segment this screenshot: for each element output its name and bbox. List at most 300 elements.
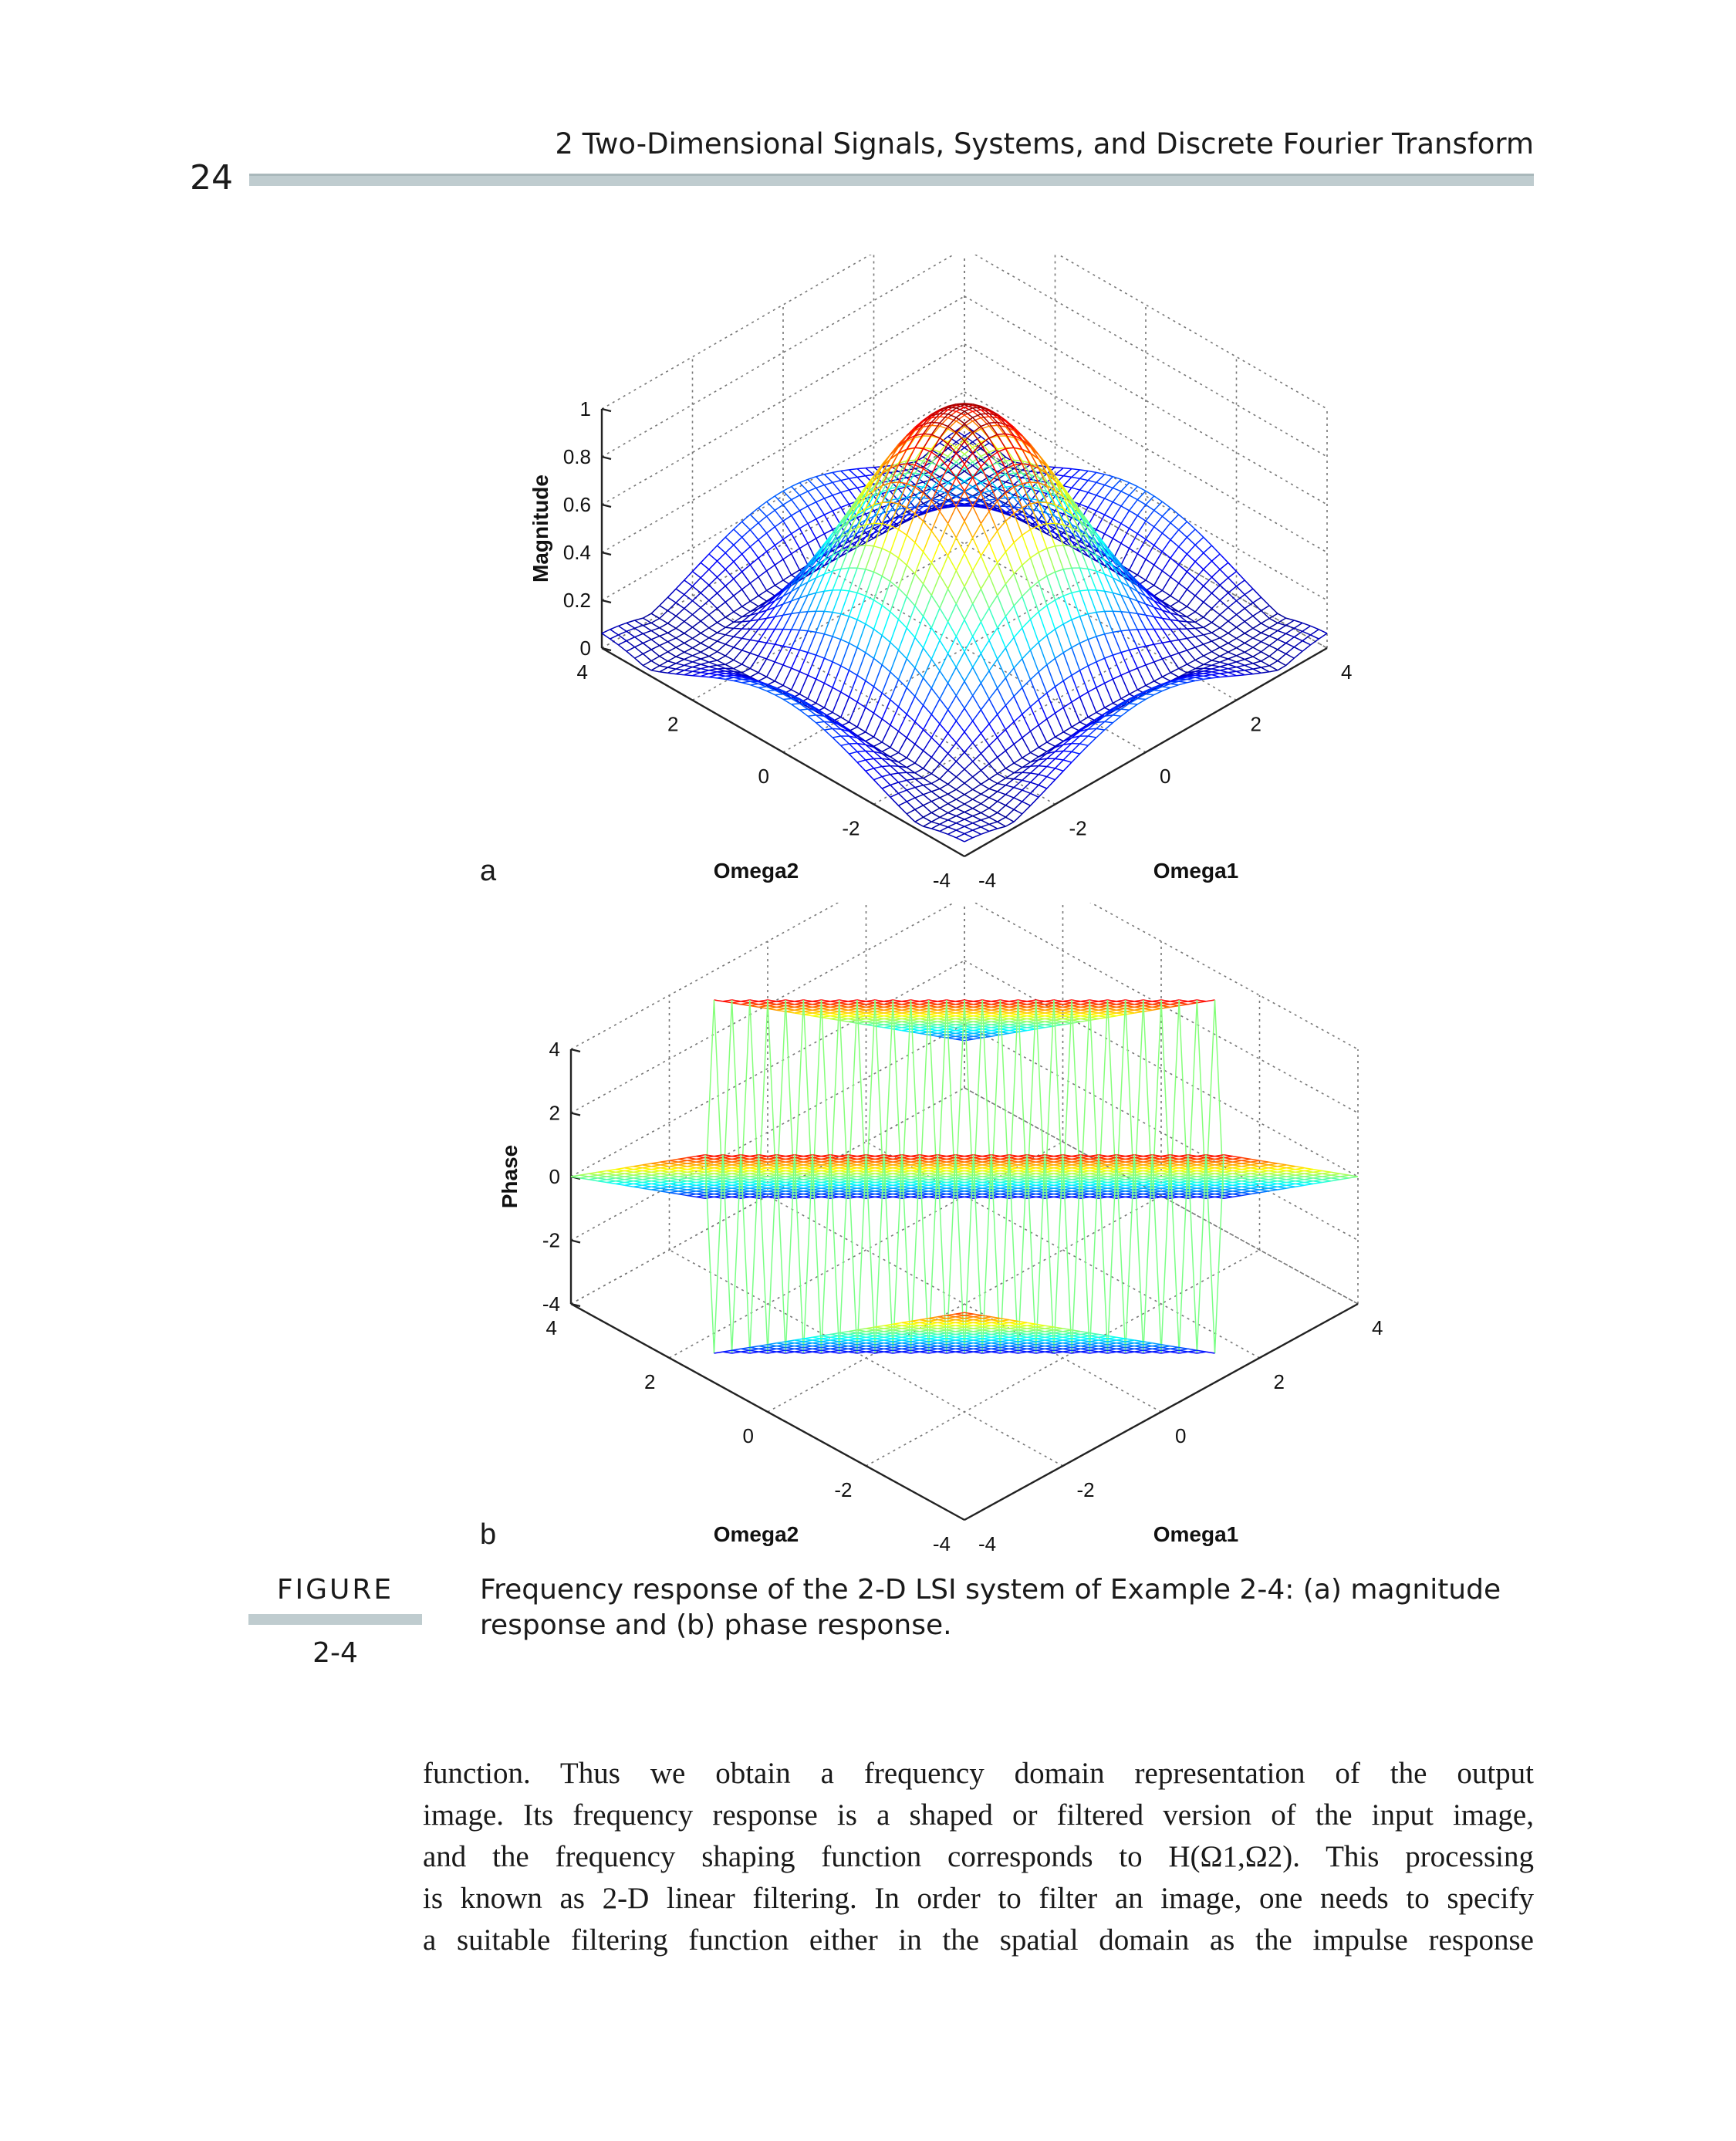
surface-segment	[734, 579, 742, 589]
surface-segment	[924, 678, 932, 688]
surface-segment	[931, 596, 940, 609]
surface-segment	[907, 659, 915, 668]
surface-segment	[1047, 600, 1055, 606]
surface-segment	[1187, 522, 1195, 529]
z-tick	[602, 409, 611, 411]
surface-segment	[1154, 533, 1163, 545]
surface-segment	[1187, 628, 1195, 629]
surface-segment	[924, 795, 932, 802]
surface-segment	[1195, 679, 1204, 680]
surface-segment	[1121, 650, 1130, 653]
surface-segment	[1072, 754, 1080, 762]
surface-segment	[882, 672, 890, 693]
surface-segment	[1245, 643, 1253, 648]
surface-segment	[1096, 485, 1105, 495]
surface-segment	[1072, 702, 1080, 722]
surface-segment	[1170, 540, 1179, 547]
surface-segment	[792, 690, 800, 694]
surface-segment	[956, 838, 964, 842]
surface-segment	[998, 822, 1006, 826]
surface-segment	[1195, 644, 1204, 647]
surface-segment	[1204, 633, 1212, 635]
surface-segment	[1179, 565, 1187, 572]
surface-segment	[693, 643, 701, 648]
surface-segment	[1130, 511, 1138, 515]
surface-segment	[915, 606, 924, 616]
surface-segment	[940, 671, 948, 684]
surface-segment	[940, 824, 948, 827]
surface-segment	[989, 745, 998, 757]
omega1-tick-label: 0	[1160, 765, 1171, 788]
surface-segment	[849, 477, 858, 478]
surface-segment	[1096, 637, 1105, 658]
surface-segment	[792, 483, 800, 487]
surface-segment	[725, 537, 734, 545]
surface-segment	[890, 643, 899, 650]
surface-segment	[915, 722, 924, 730]
surface-segment	[758, 523, 767, 533]
surface-segment	[998, 552, 1006, 562]
surface-segment	[742, 515, 751, 522]
surface-segment	[907, 596, 915, 606]
surface-segment	[1014, 758, 1022, 763]
surface-segment	[956, 696, 964, 708]
surface-segment	[718, 577, 726, 586]
surface-segment	[973, 834, 981, 838]
surface-segment	[956, 823, 964, 826]
surface-segment	[1031, 748, 1039, 753]
surface-segment	[1055, 523, 1064, 525]
surface-segment	[1113, 631, 1121, 633]
surface-segment	[849, 593, 858, 616]
surface-segment	[767, 643, 775, 644]
surface-segment	[1031, 672, 1039, 680]
surface-segment	[693, 652, 701, 656]
surface-segment	[875, 1000, 884, 1001]
surface-segment	[998, 778, 1006, 784]
surface-segment	[833, 471, 841, 472]
surface-segment	[907, 814, 915, 822]
surface-segment	[866, 572, 874, 596]
surface-segment	[907, 788, 915, 791]
surface-segment	[1245, 652, 1253, 657]
surface-segment	[1027, 1000, 1036, 1001]
surface-segment	[693, 562, 701, 571]
surface-segment	[668, 638, 677, 642]
surface-segment	[1195, 545, 1204, 552]
surface-segment	[635, 653, 643, 658]
surface-segment	[989, 822, 998, 824]
surface-segment	[899, 529, 907, 535]
surface-segment	[907, 798, 915, 802]
surface-segment	[981, 512, 989, 524]
surface-segment	[1269, 646, 1278, 650]
surface-segment	[940, 813, 948, 818]
surface-segment	[866, 732, 874, 738]
surface-segment	[1039, 549, 1047, 552]
surface-segment	[816, 485, 825, 488]
surface-segment	[808, 715, 816, 716]
surface-segment	[1137, 534, 1146, 539]
surface-segment	[808, 593, 816, 611]
surface-segment	[676, 616, 684, 621]
surface-segment	[792, 511, 800, 515]
surface-segment	[907, 780, 915, 787]
surface-segment	[948, 604, 957, 622]
surface-segment	[718, 641, 726, 644]
surface-segment	[1137, 505, 1146, 515]
surface-segment	[1195, 602, 1204, 612]
surface-segment	[998, 751, 1006, 758]
surface-segment	[940, 512, 948, 524]
surface-segment	[981, 417, 989, 418]
surface-segment	[1005, 809, 1014, 817]
surface-segment	[1080, 718, 1089, 722]
surface-segment	[1039, 777, 1047, 785]
surface-segment	[948, 813, 957, 816]
surface-segment	[1237, 609, 1245, 615]
surface-segment	[758, 577, 767, 591]
surface-segment	[857, 477, 866, 485]
surface-segment	[1269, 670, 1278, 672]
surface-segment	[1137, 699, 1146, 704]
surface-segment	[989, 640, 998, 659]
surface-segment	[890, 471, 899, 473]
surface-segment	[651, 670, 660, 672]
surface-segment	[824, 687, 833, 707]
surface-segment	[1113, 715, 1121, 716]
surface-segment	[915, 705, 924, 721]
surface-segment	[931, 817, 940, 822]
surface-segment	[734, 572, 742, 579]
surface-segment	[660, 623, 668, 628]
phase-surface-svg	[494, 903, 1420, 1558]
surface-segment	[816, 723, 825, 730]
surface-segment	[792, 515, 800, 528]
surface-segment	[890, 785, 899, 794]
surface-segment	[964, 816, 973, 819]
surface-segment	[1253, 589, 1261, 597]
surface-segment	[989, 596, 998, 609]
surface-segment	[956, 809, 964, 812]
surface-segment	[1179, 537, 1187, 546]
surface-segment	[1137, 575, 1146, 580]
surface-segment	[1269, 657, 1278, 661]
surface-segment	[874, 576, 883, 600]
surface-segment	[693, 572, 701, 578]
surface-segment	[1022, 680, 1031, 688]
surface-segment	[915, 788, 924, 795]
surface-segment	[808, 655, 816, 675]
omega2-tick-label: -2	[842, 816, 860, 840]
surface-segment	[1212, 628, 1221, 633]
surface-segment	[915, 506, 924, 507]
surface-segment	[899, 772, 907, 773]
surface-segment	[775, 580, 783, 586]
surface-segment	[882, 665, 890, 672]
surface-segment	[907, 772, 915, 778]
surface-segment	[998, 758, 1006, 769]
surface-segment	[783, 554, 792, 559]
surface-segment	[1278, 643, 1286, 650]
surface-segment	[660, 657, 668, 661]
surface-segment	[1130, 690, 1138, 694]
surface-segment	[799, 495, 808, 506]
surface-segment	[1072, 478, 1080, 488]
surface-segment	[1179, 583, 1187, 589]
surface-segment	[929, 1000, 938, 1001]
surface-segment	[668, 669, 677, 673]
surface-segment	[1047, 758, 1055, 766]
surface-segment	[998, 584, 1006, 596]
surface-segment	[991, 1000, 1001, 1001]
surface-segment	[816, 488, 825, 498]
surface-segment	[1080, 670, 1089, 692]
surface-segment	[1014, 763, 1022, 768]
surface-segment	[775, 695, 783, 700]
running-head: 2 Two-Dimensional Signals, Systems, and Discrete Fourier Transform	[555, 127, 1534, 160]
surface-segment	[998, 648, 1006, 660]
surface-segment	[924, 738, 932, 751]
surface-segment	[1113, 716, 1121, 723]
surface-segment	[841, 568, 849, 590]
surface-segment	[701, 607, 709, 614]
surface-segment	[890, 773, 899, 775]
surface-segment	[940, 794, 948, 798]
surface-segment	[1005, 637, 1014, 648]
surface-segment	[701, 615, 709, 621]
surface-segment	[1170, 668, 1179, 672]
surface-segment	[627, 637, 635, 641]
surface-segment	[964, 571, 973, 587]
surface-segment	[824, 730, 833, 738]
surface-segment	[1261, 672, 1270, 674]
surface-segment	[964, 823, 973, 826]
surface-segment	[1031, 725, 1039, 731]
surface-segment	[1072, 697, 1080, 702]
surface-segment	[1228, 621, 1237, 627]
surface-segment	[1039, 612, 1047, 635]
surface-segment	[924, 596, 932, 616]
surface-segment	[899, 790, 907, 793]
surface-segment	[956, 804, 964, 809]
surface-segment	[931, 829, 940, 831]
surface-segment	[676, 638, 684, 643]
surface-segment	[668, 589, 677, 597]
surface-segment	[799, 631, 808, 650]
surface-segment	[874, 665, 883, 687]
surface-segment	[684, 660, 693, 662]
surface-segment	[725, 627, 734, 628]
surface-segment	[651, 630, 660, 636]
surface-segment	[964, 809, 973, 812]
surface-segment	[1170, 530, 1179, 540]
surface-segment	[964, 752, 973, 762]
surface-segment	[792, 704, 800, 710]
surface-segment	[940, 575, 948, 589]
surface-segment	[1204, 593, 1212, 603]
surface-segment	[1212, 638, 1221, 641]
surface-segment	[924, 688, 932, 705]
surface-segment	[989, 789, 998, 792]
surface-segment	[1154, 571, 1163, 586]
surface-segment	[899, 773, 907, 780]
surface-segment	[833, 666, 841, 687]
surface-segment	[964, 834, 973, 838]
surface-segment	[890, 482, 899, 483]
surface-segment	[1154, 510, 1163, 516]
surface-segment	[981, 608, 989, 622]
surface-segment	[940, 542, 948, 556]
surface-segment	[792, 613, 800, 630]
surface-segment	[1170, 656, 1179, 668]
surface-segment	[775, 630, 783, 645]
surface-segment	[1294, 623, 1302, 628]
surface-segment	[866, 768, 874, 772]
surface-segment	[866, 545, 874, 546]
surface-segment	[940, 831, 948, 834]
surface-segment	[1096, 495, 1105, 498]
surface-segment	[1031, 552, 1039, 558]
surface-segment	[1204, 553, 1212, 562]
surface-segment	[651, 623, 660, 627]
surface-segment	[734, 638, 742, 647]
surface-segment	[1286, 620, 1295, 626]
surface-segment	[768, 1000, 777, 1001]
surface-segment	[948, 710, 957, 721]
surface-segment	[890, 766, 899, 773]
surface-segment	[1204, 586, 1212, 593]
surface-segment	[948, 637, 957, 653]
surface-segment	[1212, 662, 1221, 665]
surface-segment	[998, 792, 1006, 795]
surface-segment	[824, 511, 833, 515]
surface-segment	[874, 606, 883, 630]
surface-segment	[857, 702, 866, 707]
surface-segment	[915, 779, 924, 785]
surface-segment	[1195, 637, 1204, 644]
surface-segment	[956, 789, 964, 795]
surface-segment	[660, 666, 668, 667]
surface-segment	[824, 728, 833, 730]
surface-segment	[1014, 788, 1022, 791]
surface-segment	[981, 817, 989, 820]
surface-segment	[956, 506, 964, 521]
surface-segment	[824, 613, 833, 634]
surface-segment	[709, 641, 718, 647]
surface-segment	[808, 479, 816, 488]
surface-segment	[940, 820, 948, 825]
surface-segment	[989, 738, 998, 745]
surface-segment	[1253, 673, 1261, 674]
surface-segment	[808, 631, 816, 633]
surface-segment	[1170, 640, 1179, 641]
surface-segment	[1204, 635, 1212, 641]
surface-segment	[956, 553, 964, 570]
surface-segment	[1204, 569, 1212, 577]
surface-segment	[907, 722, 915, 738]
surface-segment	[1031, 471, 1039, 473]
surface-segment	[956, 732, 964, 743]
surface-segment	[956, 826, 964, 830]
surface-segment	[1237, 615, 1245, 622]
omega2-tick-label: -4	[932, 869, 951, 892]
surface-segment	[1105, 477, 1113, 485]
surface-segment	[783, 668, 792, 685]
surface-segment	[1005, 542, 1014, 552]
surface-segment	[693, 659, 701, 662]
surface-segment	[1105, 502, 1113, 515]
surface-segment	[1055, 758, 1064, 760]
surface-segment	[1237, 633, 1245, 639]
surface-segment	[981, 827, 989, 832]
surface-segment	[1278, 640, 1286, 643]
surface-segment	[1195, 562, 1204, 569]
surface-segment	[1080, 504, 1089, 507]
surface-segment	[1047, 742, 1055, 746]
surface-segment	[989, 659, 998, 670]
surface-segment	[684, 580, 693, 586]
surface-segment	[924, 562, 932, 584]
surface-segment	[824, 474, 833, 483]
surface-segment	[956, 652, 964, 667]
surface-segment	[907, 542, 915, 565]
surface-segment	[857, 476, 866, 478]
surface-segment	[718, 602, 726, 608]
surface-segment	[915, 486, 924, 487]
surface-segment	[808, 519, 816, 524]
surface-segment	[725, 637, 734, 644]
surface-segment	[998, 434, 1006, 448]
surface-segment	[1187, 637, 1195, 638]
surface-segment	[701, 600, 709, 607]
surface-segment	[1005, 616, 1014, 638]
axes	[571, 1049, 1358, 1520]
surface-segment	[1179, 640, 1187, 650]
surface-segment	[1228, 578, 1237, 586]
surface-segment	[1105, 679, 1113, 683]
surface-segment	[973, 683, 981, 695]
surface-segment	[1063, 486, 1072, 488]
surface-segment	[981, 809, 989, 813]
surface-segment	[973, 816, 981, 820]
surface-segment	[643, 666, 651, 670]
surface-segment	[841, 481, 849, 490]
surface-segment	[1204, 641, 1212, 644]
surface-segment	[1195, 579, 1204, 586]
surface-segment	[899, 659, 907, 680]
surface-segment	[1130, 554, 1138, 570]
surface-segment	[1179, 606, 1187, 612]
surface-segment	[1022, 782, 1031, 790]
surface-segment	[940, 784, 948, 789]
surface-segment	[940, 764, 948, 771]
surface-segment	[1170, 601, 1179, 606]
surface-segment	[1063, 653, 1072, 675]
surface-segment	[783, 685, 792, 690]
surface-segment	[742, 554, 751, 565]
surface-segment	[924, 758, 932, 769]
surface-segment	[866, 468, 874, 475]
surface-segment	[1253, 597, 1261, 603]
surface-segment	[709, 662, 718, 665]
surface-segment	[1039, 643, 1047, 665]
surface-segment	[948, 667, 957, 684]
surface-segment	[725, 647, 734, 656]
surface-segment	[1014, 814, 1022, 822]
surface-segment	[816, 634, 825, 655]
surface-segment	[693, 633, 701, 639]
